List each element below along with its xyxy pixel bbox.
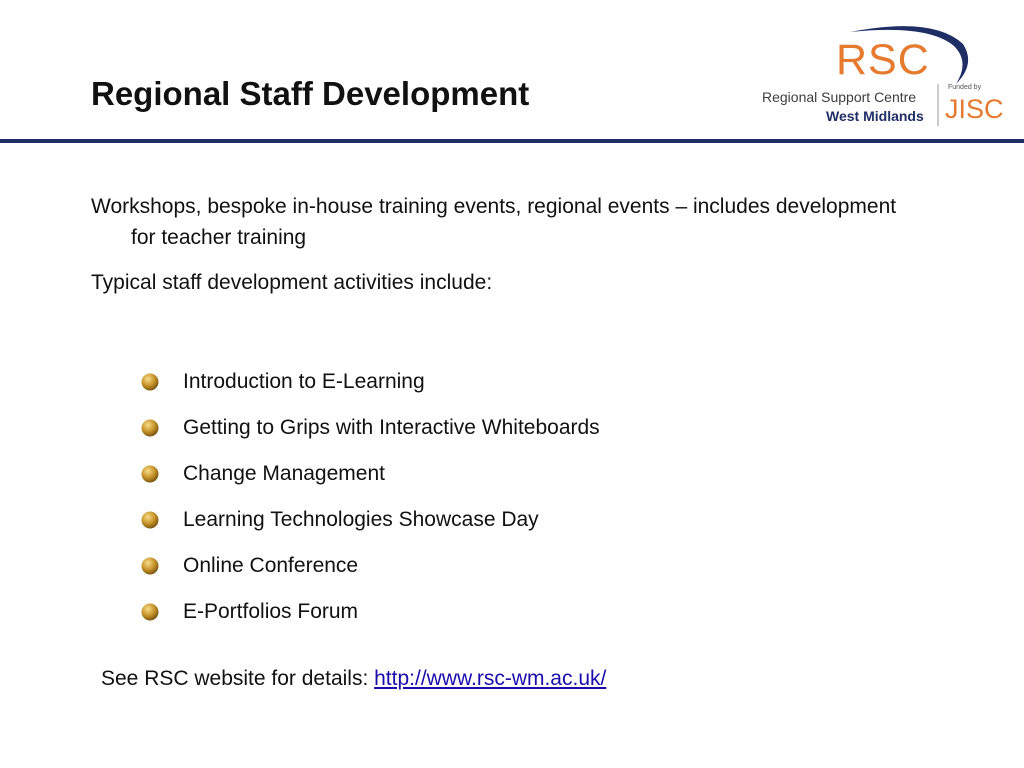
logo-funded-by: Funded by [948, 84, 982, 91]
header-divider [0, 139, 1024, 143]
slide-title: Regional Staff Development [91, 75, 530, 112]
list-item [140, 405, 600, 451]
list-item [140, 497, 600, 543]
logo-rsc-text: RSC [836, 36, 930, 84]
intro-paragraph: Workshops, bespoke in-house training events, regional events – includes development for teacher training [91, 195, 897, 249]
gold-bullet-icon [140, 510, 160, 530]
activity-label: Learning Technologies Showcase Day [183, 508, 539, 531]
activity-label: Getting to Grips with Interactive Whiteboards [183, 416, 600, 439]
logo-regional-support-centre: Regional Support Centre [762, 89, 917, 105]
list-item [140, 543, 600, 589]
gold-bullet-icon [140, 372, 160, 392]
gold-bullet-icon [140, 556, 160, 576]
list-item [140, 589, 600, 635]
activities-intro: Typical staff development activities include: [91, 271, 493, 294]
activity-label: E-Portfolios Forum [183, 600, 359, 623]
activity-label: Online Conference [183, 554, 359, 577]
footer-note [101, 663, 606, 694]
activity-label: Introduction to E-Learning [183, 370, 425, 393]
list-item [140, 451, 600, 497]
logo-jisc-text: JISC [945, 94, 1004, 124]
gold-bullet-icon [140, 602, 160, 622]
footer-prefix: See RSC website for details: [101, 667, 375, 690]
logo-west-midlands: West Midlands [826, 108, 924, 124]
gold-bullet-icon [140, 464, 160, 484]
activities-list [140, 359, 600, 635]
rsc-website-link[interactable]: http://www.rsc-wm.ac.uk/ [374, 667, 607, 690]
activity-label: Change Management [183, 462, 385, 485]
gold-bullet-icon [140, 418, 160, 438]
rsc-logo [758, 22, 1004, 130]
list-item [140, 359, 600, 405]
